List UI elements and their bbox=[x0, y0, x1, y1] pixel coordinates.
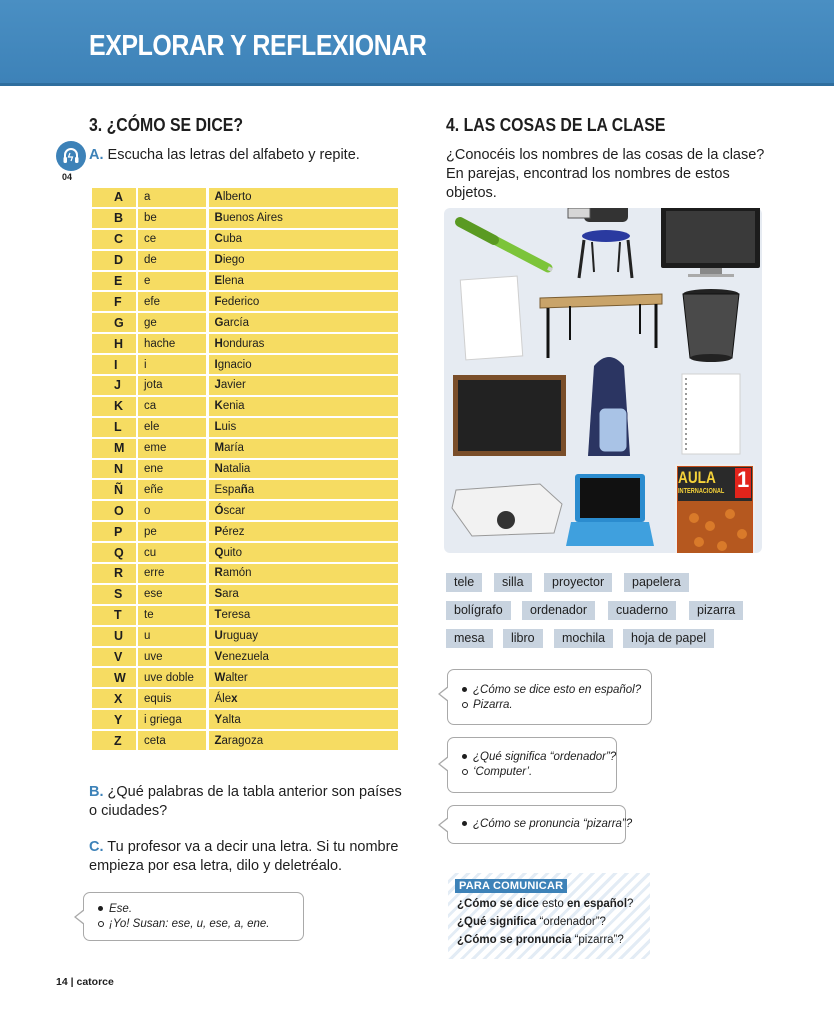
instruction-b bbox=[89, 783, 402, 821]
speech-bubble-spelling bbox=[83, 892, 304, 941]
bubble-line: ¿Qué significa “ordenador”? bbox=[462, 750, 616, 765]
alphabet-example-word: España bbox=[207, 479, 399, 500]
instruction-b-text: ¿Qué palabras de la tabla anterior son países bbox=[107, 784, 402, 800]
alphabet-example-word: Quito bbox=[207, 542, 399, 563]
backpack-image bbox=[588, 357, 630, 456]
alphabet-letter: N bbox=[91, 459, 137, 480]
alphabet-letter-name: eme bbox=[137, 438, 207, 459]
alphabet-letter: X bbox=[91, 688, 137, 709]
wastebasket-image bbox=[683, 289, 739, 362]
alphabet-example-word: Uruguay bbox=[207, 626, 399, 647]
para-comunicar-line-2: ¿Qué significa “ordenador”? bbox=[457, 916, 606, 928]
speech-bubble-dialog-2 bbox=[447, 737, 617, 793]
alphabet-letter: D bbox=[91, 250, 137, 271]
alphabet-example-word: Alberto bbox=[207, 187, 399, 208]
alphabet-example-word: Walter bbox=[207, 667, 399, 688]
alphabet-letter: F bbox=[91, 291, 137, 312]
alphabet-example-word: Teresa bbox=[207, 605, 399, 626]
alphabet-row bbox=[91, 500, 399, 521]
alphabet-row bbox=[91, 312, 399, 333]
alphabet-letter-name: equis bbox=[137, 688, 207, 709]
alphabet-letter: J bbox=[91, 375, 137, 396]
notebook-image bbox=[682, 374, 740, 454]
alphabet-example-word: Buenos Aires bbox=[207, 208, 399, 229]
word-chip: mochila bbox=[554, 629, 613, 648]
alphabet-example-word: Luis bbox=[207, 417, 399, 438]
alphabet-letter: E bbox=[91, 271, 137, 292]
chair-image bbox=[568, 208, 632, 278]
alphabet-letter-name: ele bbox=[137, 417, 207, 438]
alphabet-letter-name: o bbox=[137, 500, 207, 521]
alphabet-letter-name: uve doble bbox=[137, 667, 207, 688]
alphabet-letter-name: ese bbox=[137, 584, 207, 605]
projector-image bbox=[452, 484, 562, 536]
alphabet-row bbox=[91, 354, 399, 375]
alphabet-letter: Z bbox=[91, 730, 137, 751]
alphabet-row bbox=[91, 333, 399, 354]
book-number: 1 bbox=[737, 467, 750, 492]
word-chip: proyector bbox=[544, 573, 612, 592]
alphabet-letter: I bbox=[91, 354, 137, 375]
alphabet-row bbox=[91, 626, 399, 647]
alphabet-letter-name: ene bbox=[137, 459, 207, 480]
alphabet-example-word: Kenia bbox=[207, 396, 399, 417]
instruction-a-letter: A. bbox=[89, 147, 104, 163]
word-chip: bolígrafo bbox=[446, 601, 511, 620]
alphabet-letter: S bbox=[91, 584, 137, 605]
bubble-line: ‘Computer’. bbox=[462, 765, 616, 780]
page-word: catorce bbox=[76, 976, 114, 988]
instruction-c-text-2: empieza por esa letra, dilo y deletréalo. bbox=[89, 858, 343, 874]
alphabet-letter: O bbox=[91, 500, 137, 521]
alphabet-example-word: María bbox=[207, 438, 399, 459]
alphabet-row bbox=[91, 730, 399, 751]
para-comunicar-label: PARA COMUNICAR bbox=[455, 879, 567, 893]
alphabet-table bbox=[90, 186, 400, 752]
alphabet-letter-name: de bbox=[137, 250, 207, 271]
alphabet-example-word: Federico bbox=[207, 291, 399, 312]
alphabet-row bbox=[91, 563, 399, 584]
alphabet-letter-name: cu bbox=[137, 542, 207, 563]
bubble-line: ¿Cómo se pronuncia “pizarra”? bbox=[462, 817, 625, 832]
alphabet-row bbox=[91, 584, 399, 605]
alphabet-row bbox=[91, 605, 399, 626]
instruction-c bbox=[89, 838, 399, 876]
page-title: EXPLORAR Y REFLEXIONAR bbox=[89, 30, 427, 62]
alphabet-letter-name: ceta bbox=[137, 730, 207, 751]
alphabet-letter-name: u bbox=[137, 626, 207, 647]
bubble-line: Ese. bbox=[98, 902, 303, 917]
alphabet-letter: U bbox=[91, 626, 137, 647]
alphabet-letter: P bbox=[91, 521, 137, 542]
page-header bbox=[0, 0, 834, 86]
alphabet-row bbox=[91, 709, 399, 730]
alphabet-letter-name: a bbox=[137, 187, 207, 208]
alphabet-row bbox=[91, 375, 399, 396]
alphabet-letter-name: te bbox=[137, 605, 207, 626]
alphabet-example-word: Pérez bbox=[207, 521, 399, 542]
alphabet-example-word: Yalta bbox=[207, 709, 399, 730]
alphabet-row bbox=[91, 542, 399, 563]
chalkboard-image bbox=[453, 375, 566, 456]
page-number: 14 bbox=[56, 976, 68, 988]
page-footer bbox=[56, 976, 114, 988]
instruction-b-text-2: o ciudades? bbox=[89, 803, 168, 819]
alphabet-row bbox=[91, 291, 399, 312]
alphabet-letter: T bbox=[91, 605, 137, 626]
instruction-a bbox=[89, 146, 360, 165]
word-chip: ordenador bbox=[522, 601, 595, 620]
alphabet-row bbox=[91, 250, 399, 271]
alphabet-letter-name: eñe bbox=[137, 479, 207, 500]
alphabet-letter: B bbox=[91, 208, 137, 229]
alphabet-letter-name: be bbox=[137, 208, 207, 229]
alphabet-example-word: Venezuela bbox=[207, 647, 399, 668]
alphabet-row bbox=[91, 667, 399, 688]
alphabet-row bbox=[91, 521, 399, 542]
word-chip: hoja de papel bbox=[623, 629, 714, 648]
alphabet-example-word: Ramón bbox=[207, 563, 399, 584]
alphabet-row bbox=[91, 271, 399, 292]
alphabet-letter: R bbox=[91, 563, 137, 584]
paper-sheet-image bbox=[460, 276, 522, 360]
alphabet-example-word: Natalia bbox=[207, 459, 399, 480]
alphabet-row bbox=[91, 208, 399, 229]
alphabet-letter-name: ge bbox=[137, 312, 207, 333]
alphabet-letter: Q bbox=[91, 542, 137, 563]
instruction-a-text: Escucha las letras del alfabeto y repite. bbox=[107, 147, 360, 163]
speech-bubble-dialog-1 bbox=[447, 669, 652, 725]
bubble-line: ¿Cómo se dice esto en español? bbox=[462, 683, 651, 698]
instruction-b-letter: B. bbox=[89, 784, 104, 800]
word-chip: libro bbox=[503, 629, 543, 648]
alphabet-row bbox=[91, 647, 399, 668]
alphabet-letter: G bbox=[91, 312, 137, 333]
word-chip: silla bbox=[494, 573, 532, 592]
instruction-c-letter: C. bbox=[89, 839, 104, 855]
audio-headphones-icon[interactable] bbox=[56, 141, 86, 171]
alphabet-example-word: Cuba bbox=[207, 229, 399, 250]
section-4-intro: ¿Conocéis los nombres de las cosas de la clase? En parejas, encontrad los nombres de estos objetos. bbox=[446, 147, 765, 201]
alphabet-row bbox=[91, 229, 399, 250]
section-4-title: 4. LAS COSAS DE LA CLASE bbox=[446, 115, 666, 135]
alphabet-row bbox=[91, 438, 399, 459]
audio-track-number: 04 bbox=[62, 172, 73, 182]
alphabet-example-word: Zaragoza bbox=[207, 730, 399, 751]
alphabet-letter-name: erre bbox=[137, 563, 207, 584]
alphabet-example-word: Javier bbox=[207, 375, 399, 396]
alphabet-row bbox=[91, 479, 399, 500]
alphabet-letter: Ñ bbox=[91, 479, 137, 500]
alphabet-letter: H bbox=[91, 333, 137, 354]
television-image bbox=[661, 208, 760, 277]
alphabet-example-word: Sara bbox=[207, 584, 399, 605]
alphabet-row bbox=[91, 459, 399, 480]
table-image bbox=[540, 294, 662, 358]
alphabet-row bbox=[91, 417, 399, 438]
para-comunicar-line-1: ¿Cómo se dice esto en español? bbox=[457, 898, 634, 910]
alphabet-letter: A bbox=[91, 187, 137, 208]
word-chip: papelera bbox=[624, 573, 689, 592]
laptop-image bbox=[566, 474, 654, 546]
alphabet-letter: K bbox=[91, 396, 137, 417]
alphabet-example-word: Ignacio bbox=[207, 354, 399, 375]
section-3-title: 3. ¿CÓMO SE DICE? bbox=[89, 115, 244, 135]
alphabet-letter-name: i bbox=[137, 354, 207, 375]
alphabet-letter-name: i griega bbox=[137, 709, 207, 730]
alphabet-letter-name: ca bbox=[137, 396, 207, 417]
bubble-line: Pizarra. bbox=[462, 698, 651, 713]
alphabet-letter: W bbox=[91, 667, 137, 688]
alphabet-letter: Y bbox=[91, 709, 137, 730]
book-title: AULA bbox=[678, 468, 716, 487]
alphabet-letter: V bbox=[91, 647, 137, 668]
speech-bubble-dialog-3 bbox=[447, 805, 633, 844]
word-chip: tele bbox=[446, 573, 482, 592]
para-comunicar-line-3: ¿Cómo se pronuncia “pizarra”? bbox=[457, 934, 624, 946]
word-chip: mesa bbox=[446, 629, 493, 648]
alphabet-letter: L bbox=[91, 417, 137, 438]
instruction-c-text: Tu profesor va a decir una letra. Si tu nombre bbox=[107, 839, 399, 855]
alphabet-example-word: Álex bbox=[207, 688, 399, 709]
alphabet-row bbox=[91, 187, 399, 208]
word-chip: cuaderno bbox=[608, 601, 676, 620]
alphabet-letter-name: jota bbox=[137, 375, 207, 396]
alphabet-example-word: Elena bbox=[207, 271, 399, 292]
word-chip: pizarra bbox=[689, 601, 743, 620]
bubble-line: ¡Yo! Susan: ese, u, ese, a, ene. bbox=[98, 917, 303, 932]
alphabet-letter-name: hache bbox=[137, 333, 207, 354]
alphabet-letter-name: e bbox=[137, 271, 207, 292]
alphabet-letter-name: uve bbox=[137, 647, 207, 668]
alphabet-row bbox=[91, 396, 399, 417]
alphabet-example-word: Óscar bbox=[207, 500, 399, 521]
alphabet-example-word: Diego bbox=[207, 250, 399, 271]
book-subtitle: INTERNACIONAL bbox=[678, 488, 725, 495]
alphabet-example-word: Honduras bbox=[207, 333, 399, 354]
classroom-objects-picture bbox=[444, 208, 762, 553]
alphabet-letter: C bbox=[91, 229, 137, 250]
pen-image bbox=[460, 222, 552, 270]
alphabet-example-word: García bbox=[207, 312, 399, 333]
alphabet-letter-name: ce bbox=[137, 229, 207, 250]
footer-separator: | bbox=[70, 976, 74, 988]
alphabet-letter-name: pe bbox=[137, 521, 207, 542]
alphabet-letter-name: efe bbox=[137, 291, 207, 312]
alphabet-letter: M bbox=[91, 438, 137, 459]
alphabet-row bbox=[91, 688, 399, 709]
